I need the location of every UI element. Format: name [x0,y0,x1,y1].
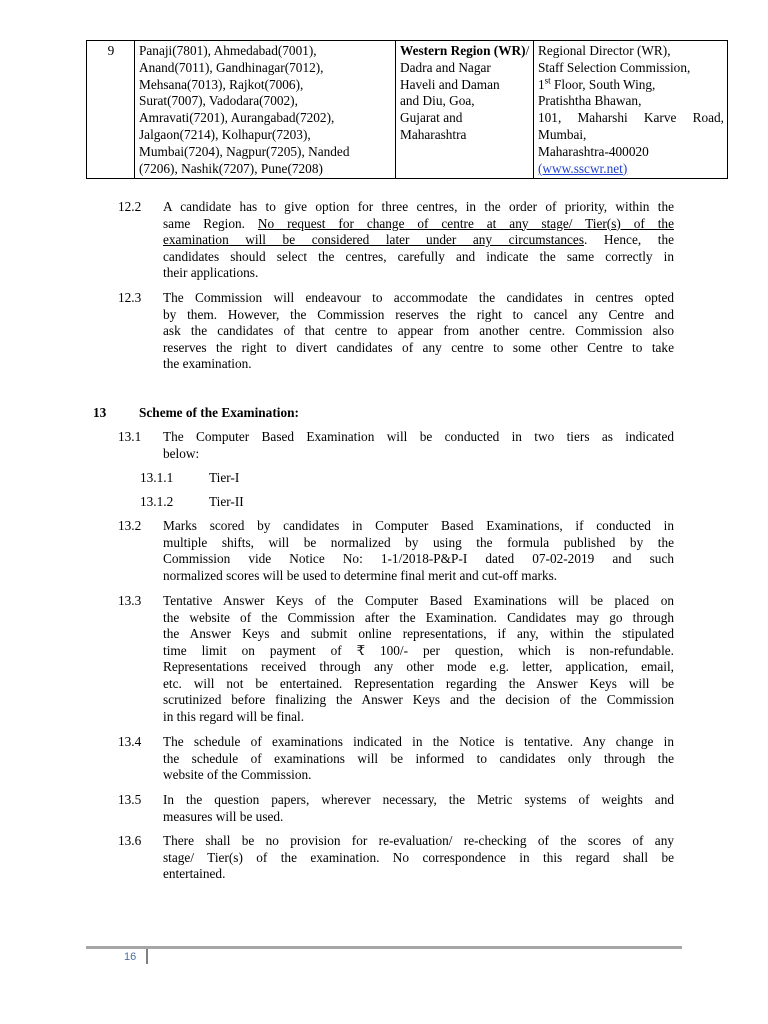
region-line: Haveli and Daman [400,76,500,92]
text-line: time limit on payment of ₹ 100/- per question, which is non-refundable. [163,642,674,658]
text-span: . Hence, the [584,232,675,247]
text-line [163,232,674,249]
text-line: The Commission will endeavour to accommodate the candidates in centres opted [163,290,674,305]
paragraph-number: 13.6 [118,833,142,848]
region-heading [400,43,530,60]
paragraph-number: 12.2 [118,199,142,214]
address-cell [534,41,728,179]
centres-line: Anand(7011), Gandhinagar(7012), [139,59,324,75]
address-line: Pratishtha Bhawan, [538,93,642,109]
website-link-line [538,161,724,178]
floor-ordinal: st [544,75,551,86]
text-line: In the question papers, wherever necessary, the Metric systems of weights and [163,792,674,807]
paragraph-text [163,518,674,584]
region-line: Gujarat and [400,110,463,126]
centres-cell [135,41,396,179]
tier-number: 13.1.1 [140,470,174,485]
address-line [538,77,724,94]
centres-line: Jalgaon(7214), Kolhapur(7203), [139,126,311,142]
text-line: There shall be no provision for re-evaluation/ re-checking of the scores of any [163,833,674,848]
address-line: Staff Selection Commission, [538,59,691,75]
region-cell [396,41,534,179]
paragraph-text [163,429,674,462]
footer-divider [86,946,682,949]
centres-line: Panaji(7801), Ahmedabad(7001), [139,43,317,58]
tier-label: Tier-I [209,470,240,485]
text-line [163,216,674,233]
tier-number: 13.1.2 [140,494,174,509]
paragraph-number: 12.3 [118,290,142,305]
section-number: 13 [93,405,107,420]
text-line: Commission vide Notice No: 1-1/2018-P&P-I dated 07-02-2019 and such [163,551,674,566]
region-line: Dadra and Nagar [400,59,491,75]
paragraph-number: 13.1 [118,429,142,444]
tier-label: Tier-II [209,494,244,509]
paragraph-text [163,734,674,784]
paragraph-text [163,833,674,883]
page-number-separator [146,949,148,964]
text-line: candidates should select the centres, carefully and indicate the same correctly in [163,248,674,264]
text-span: same Region. [163,215,245,231]
paragraph-text [163,792,674,825]
text-line: ask the candidates of that centre to appear from another centre. Commission also [163,323,674,338]
table-row [87,41,728,179]
text-line: etc. will not be entertained. Representation regarding the Answer Keys will be [163,675,674,691]
paragraph-number: 13.2 [118,518,142,533]
paragraph-text [163,199,674,282]
region-line: and Diu, Goa, [400,93,475,109]
page-number: 16 [124,951,137,963]
floor-number: 1 [538,76,545,92]
centres-line: Surat(7007), Vadodara(7002), [139,93,298,109]
website-link[interactable]: (www.sscwr.net) [538,160,628,176]
text-line: Marks scored by candidates in Computer Based Examinations, if conducted in [163,518,674,533]
paragraph-number: 13.5 [118,792,142,807]
text-line: normalized scores will be used to determine final merit and cut-off marks. [163,567,558,583]
text-line: measures will be used. [163,808,284,824]
address-line: Maharashtra-400020 [538,143,649,159]
centres-line: Mumbai(7204), Nagpur(7205), Nanded [139,143,350,159]
region-title: Western Region (WR) [400,43,526,58]
address-line: Regional Director (WR), [538,43,671,58]
address-line: Mumbai, [538,126,587,142]
text-line: Tentative Answer Keys of the Computer Based Examinations will be placed on [163,593,674,608]
text-line: the website of the Commission after the Examination. Candidates may go through [163,609,674,625]
paragraph-number: 13.4 [118,734,142,749]
text-line: website of the Commission. [163,767,312,782]
text-line: multiple shifts, will be normalized by using the formula published by the [163,534,674,550]
text-line: by them. However, the Commission reserves the right to cancel any Centre and [163,306,674,322]
text-line: their applications. [163,265,259,280]
centres-table [86,40,728,179]
text-line: stage/ Tier(s) of the examination. No correspondence in this regard shall be [163,849,674,865]
paragraph-text [163,593,674,725]
text-line: The Computer Based Examination will be conducted in two tiers as indicated [163,429,674,444]
region-line: Maharashtra [400,126,467,142]
paragraph-number: 13.3 [118,593,142,608]
text-line: reserves the right to divert candidates of any centre to some other Centre to take [163,339,674,355]
underlined-text: No request for change of centre at any stage/ Tier(s) of the [257,215,674,231]
centres-line: Mehsana(7013), Rajkot(7006), [139,76,304,92]
region-suffix: / [525,43,530,58]
section-title: Scheme of the Examination: [139,405,299,420]
text-line: in this regard will be final. [163,708,305,724]
address-line: 101, Maharshi Karve Road, [538,110,724,126]
centres-line: Amravati(7201), Aurangabad(7202), [139,110,335,126]
underlined-text: examination will be considered later under any circumstances [163,232,584,247]
text-line: below: [163,445,200,461]
floor-text: Floor, South Wing, [550,76,656,92]
text-line: the schedule of examinations will be informed to candidates only through the [163,750,674,766]
text-line: the examination. [163,356,252,371]
serial-cell: 9 [87,41,135,179]
paragraph-text [163,290,674,373]
text-line: the Answer Keys and submit online representations, if any, within the stipulated [163,626,674,641]
text-line: The schedule of examinations indicated in the Notice is tentative. Any change in [163,734,674,749]
text-line: scrutinized before finalizing the Answer Keys and the decision of the Commission [163,692,674,707]
text-line: Representations received through any other mode e.g. letter, application, email, [163,659,674,674]
centres-line: (7206), Nashik(7207), Pune(7208) [139,160,323,176]
text-line: entertained. [163,866,226,881]
text-line: A candidate has to give option for three centres, in the order of priority, within the [163,199,674,214]
